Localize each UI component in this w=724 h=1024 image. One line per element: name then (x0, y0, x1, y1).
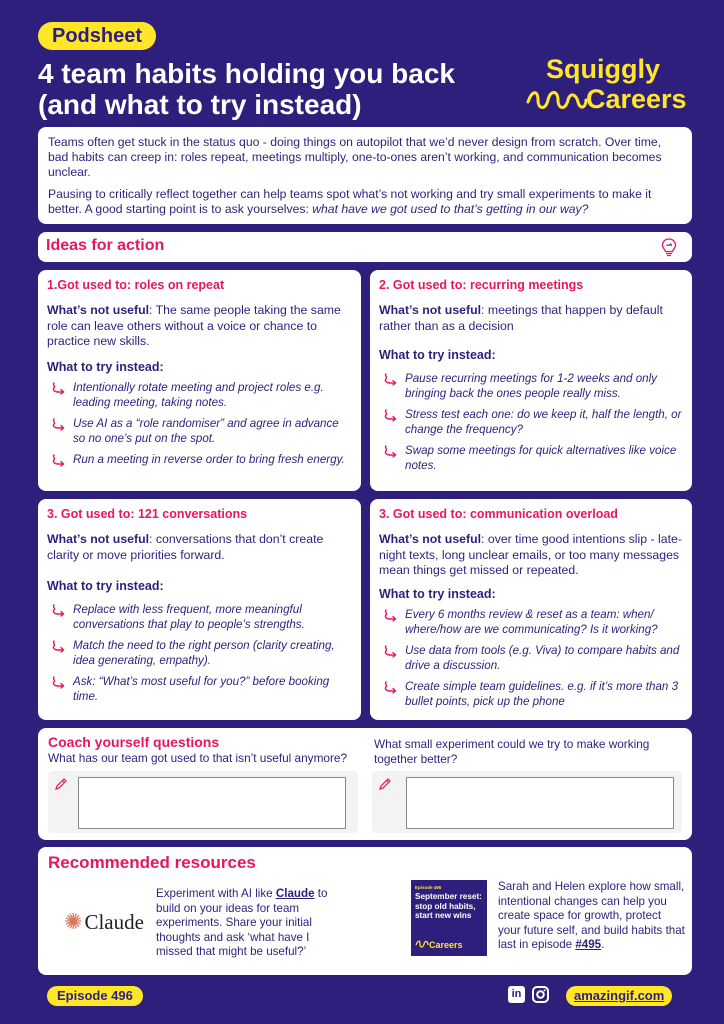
squiggle-logo-icon (415, 940, 429, 949)
claude-logo: ✺Claude (64, 909, 144, 934)
try-instead-list (47, 380, 352, 467)
ideas-heading-bar (38, 232, 692, 262)
website-link[interactable]: amazingif.com (566, 986, 672, 1006)
answer-field-1[interactable] (78, 777, 346, 829)
section-heading: 2. Got used to: recurring meetings (379, 278, 584, 292)
coach-question-1: What has our team got used to that isn’t useful anymore? (48, 751, 348, 765)
coach-question-2: What small experiment could we try to make working together better? (374, 737, 650, 766)
try-instead-heading: What to try instead: (47, 579, 164, 593)
list-item: Use data from tools (e.g. Viva) to compare habits and drive a discussion. (379, 643, 683, 673)
intro-card (38, 127, 692, 224)
coach-yourself-card (38, 728, 692, 840)
pencil-icon (378, 777, 392, 791)
squiggle-bullet-icon (383, 408, 397, 422)
list-item: Ask: “What’s most useful for you?” before booking time. (47, 674, 352, 704)
squiggle-bullet-icon (383, 680, 397, 694)
try-instead-heading: What to try instead: (47, 359, 164, 374)
episode-description: Sarah and Helen explore how small, intentional changes can help you create space for growth, protect your future self, and build habits that last in episode #495. (498, 880, 685, 951)
ideas-heading: Ideas for action (46, 237, 165, 254)
list-item: Create simple team guidelines. e.g. if it’s more than 3 bullet points, pick up the phone (379, 679, 683, 709)
list-item: Stress test each one: do we keep it, half the length, or change the frequency? (379, 407, 683, 437)
squiggle-bullet-icon (51, 603, 65, 617)
squiggle-bullet-icon (383, 444, 397, 458)
squiggle-bullet-icon (51, 675, 65, 689)
try-instead-list (379, 607, 683, 709)
answer-field-2[interactable] (406, 777, 674, 829)
podsheet-badge: Podsheet (38, 22, 156, 50)
list-item: Intentionally rotate meeting and project roles e.g. leading meeting, taking notes. (47, 380, 352, 410)
list-item: Every 6 months review & reset as a team: when/ where/how are we communicating? Is it working? (379, 607, 683, 637)
section-121-conversations (38, 499, 361, 720)
try-instead-heading: What to try instead: (379, 348, 496, 362)
linkedin-icon[interactable]: in (508, 986, 525, 1003)
not-useful-text: What’s not useful: The same people taking the same role can leave others without a voice or chance to practice new skills. (47, 303, 341, 348)
section-communication-overload (370, 499, 692, 720)
squiggle-bullet-icon (51, 417, 65, 431)
instagram-icon[interactable] (532, 986, 549, 1003)
list-item: Run a meeting in reverse order to bring fresh energy. (47, 452, 352, 467)
resources-heading: Recommended resources (48, 853, 256, 872)
section-heading: 3. Got used to: communication overload (379, 507, 618, 521)
answer-box-2 (372, 771, 682, 833)
section-recurring-meetings (370, 270, 692, 491)
episode-link[interactable]: #495 (575, 938, 602, 951)
try-instead-list (379, 371, 683, 473)
pencil-icon (54, 777, 68, 791)
squiggle-bullet-icon (383, 644, 397, 658)
claude-description: Experiment with AI like Claude to build on your ideas for team experiments. Share your initial thoughts and ask ‘what have I missed that might be useful?’ (156, 887, 328, 958)
squiggle-bullet-icon (51, 453, 65, 467)
claude-link[interactable]: Claude (275, 887, 315, 900)
not-useful-text: What’s not useful: meetings that happen by default rather than as a decision (379, 303, 663, 333)
squiggle-bullet-icon (51, 639, 65, 653)
lightbulb-icon (660, 237, 678, 257)
squiggle-logo-icon (526, 88, 588, 116)
try-instead-heading: What to try instead: (379, 586, 496, 601)
list-item: Pause recurring meetings for 1-2 weeks and only bringing back the ones people really miss. (379, 371, 683, 401)
list-item: Swap some meetings for quick alternatives like voice notes. (379, 443, 683, 473)
squiggle-bullet-icon (383, 372, 397, 386)
claude-star-icon: ✺ (64, 909, 83, 934)
section-heading: 1.Got used to: roles on repeat (47, 278, 225, 292)
episode-badge: Episode 496 (47, 986, 143, 1006)
list-item: Match the need to the right person (clarity creating, idea generating, empathy). (47, 638, 352, 668)
section-roles-on-repeat (38, 270, 361, 491)
not-useful-text: What’s not useful: conversations that don’t create clarity or move priorities forward. (47, 532, 324, 562)
try-instead-list (47, 602, 352, 704)
answer-box-1 (48, 771, 358, 833)
coach-heading: Coach yourself questions (48, 734, 220, 750)
page-title: 4 team habits holding you back (and what to try instead) (38, 58, 455, 120)
episode-thumbnail[interactable]: Episode 495 September reset: stop old habits, start new wins Careers (411, 880, 487, 956)
list-item: Replace with less frequent, more meaningful conversations that play to people’s strengths. (47, 602, 352, 632)
intro-paragraph-1: Teams often get stuck in the status quo - doing things on autopilot that we’d never design from scratch. Over time, bad habits can creep in: roles repeat, meetings multiply, one-to-ones aren’t working, and communication becomes unclear. (48, 135, 662, 179)
squiggle-bullet-icon (51, 381, 65, 395)
not-useful-text: What’s not useful: over time good intentions slip - late-night texts, long unclear emails, or too many messages mean things get missed or repeated. (379, 532, 682, 577)
squiggly-careers-logo: Squiggly Careers (526, 54, 696, 116)
list-item: Use AI as a “role randomiser” and agree in advance so no one’s put on the spot. (47, 416, 352, 446)
intro-paragraph-2: Pausing to critically reflect together can help teams spot what’s not working and try small experiments to make it better. A good starting point is to ask yourselves: what have we got used to that’s getting in our way? (48, 187, 652, 216)
recommended-resources-card (38, 847, 692, 975)
squiggle-bullet-icon (383, 608, 397, 622)
section-heading: 3. Got used to: 121 conversations (47, 507, 248, 521)
